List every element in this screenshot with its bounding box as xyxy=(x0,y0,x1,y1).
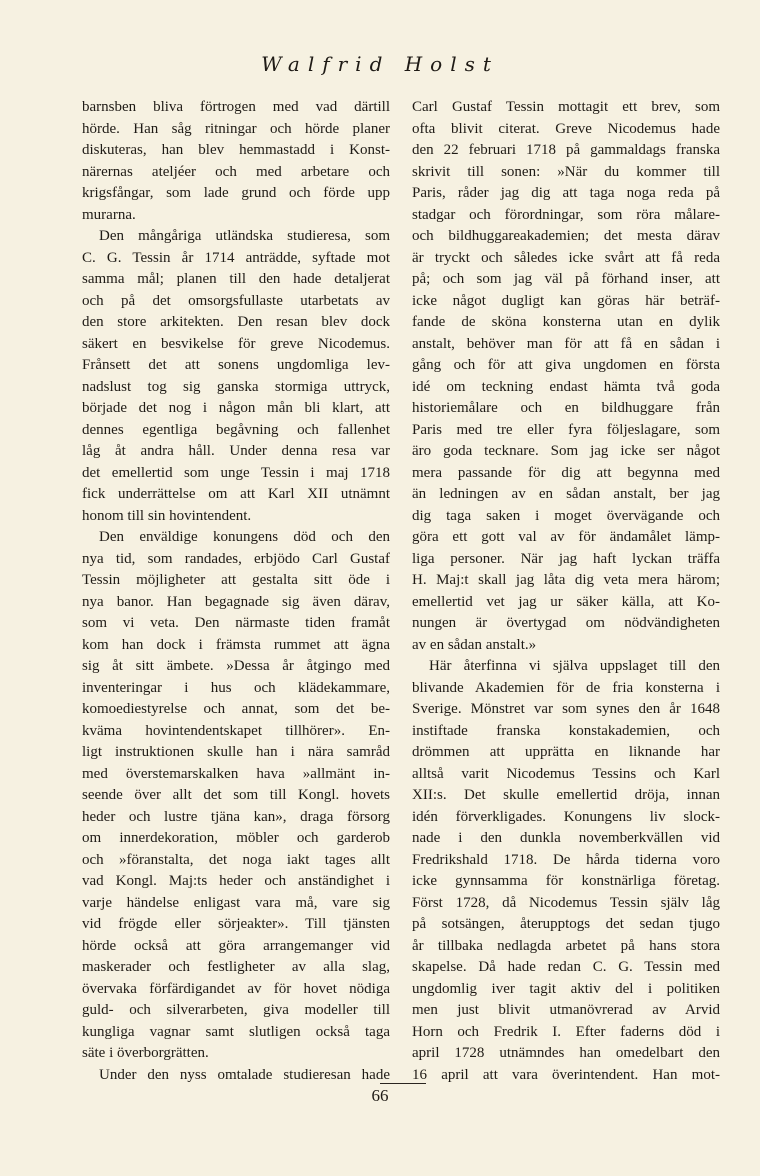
text-line: började det nog i någon mån bli klart, att xyxy=(82,400,390,416)
text-line: som vi veta. Den närmaste tiden framåt xyxy=(82,615,390,631)
text-line: kväma hovintendentskapet tillhörer». En- xyxy=(82,722,390,739)
text-line: och »föranstalta, det noga iakt tages allt xyxy=(82,851,390,868)
text-line: varje händelse enligast vara må, vare sig xyxy=(82,894,390,911)
text-line: kungliga vagnar samt slutligen också taga xyxy=(82,1023,390,1040)
text-line: komoediestyrelse och annat, som det be- xyxy=(82,701,390,717)
text-line: skrivit till sonen: »När du kommer till xyxy=(412,163,720,180)
text-line: drömmen att upprätta en liknande har xyxy=(412,744,720,760)
text-line: om innerdekoration, möbler och garderob xyxy=(82,830,390,846)
text-line: äro goda tecknare. Som jag icke ser något xyxy=(412,443,720,459)
text-line: murarna. xyxy=(82,206,136,223)
text-line: vad Kongl. Maj:ts heder och anständighet i xyxy=(82,873,390,889)
text-line: honom till sin hovintendent. xyxy=(82,507,252,524)
text-line: än ledningen av en sådan anstalt, ber jag xyxy=(412,486,720,502)
text-line: med överstemarskalken hava »allmänt in- xyxy=(82,765,390,782)
text-line: XII:s. Det skulle emellertid dröja, innan xyxy=(412,787,720,803)
text-line: den store arkitekten. Den resan blev dock xyxy=(82,314,390,330)
text-line: kom han dock i främsta rummet att ägna xyxy=(82,636,390,653)
text-line: inventeringar i hus och klädekammare, xyxy=(82,679,390,696)
text-line: idén förverkligades. Konungens liv slock- xyxy=(412,808,720,825)
text-line: vid frögde eller sörjeakter». Till tjänsten xyxy=(82,916,390,932)
text-line: nungen är övertygad om nödvändigheten xyxy=(412,615,720,631)
text-line: alltså varit Nicodemus Tessins och Karl xyxy=(412,765,720,782)
text-line: maskerader och festligheter av alla slag, xyxy=(82,959,390,975)
text-line: Först 1728, då Nicodemus Tessin själv låg xyxy=(412,894,720,911)
text-line: av en sådan anstalt.» xyxy=(412,636,537,653)
text-line: övervaka förfärdigandet av för hovet nödiga xyxy=(82,980,390,997)
text-line: men just blivit utmanövrerad av Arvid xyxy=(412,1002,720,1018)
text-line: Paris, råder jag dig att taga noga reda på xyxy=(412,185,720,201)
text-line: 16 april att vara överintendent. Han mot- xyxy=(412,1066,720,1083)
text-line: emellertid vet jag ur säker källa, att Ko- xyxy=(412,593,720,610)
text-line: ligt instruktionen skulle han i nära samråd xyxy=(82,744,390,760)
text-line: ungdomlig iver tagit aktiv del i politiken xyxy=(412,980,720,997)
text-line: säte i överborgrätten. xyxy=(82,1045,209,1061)
text-line: fande de sköna konsterna utan en dylik xyxy=(412,314,720,330)
text-line: icke något dugligt kan göras här beträf- xyxy=(412,292,720,309)
page-number: 66 xyxy=(371,1086,389,1105)
text-line: icke gynnsamma för konstnärliga företag. xyxy=(412,873,720,889)
text-line: dennes egentliga begåvning och fallenhet xyxy=(82,421,390,438)
text-line: låg åt andra håll. Under denna resa var xyxy=(82,443,390,459)
text-line: göra ett gott val av för ändamålet lämp- xyxy=(412,529,720,545)
text-line: på; och som jag väl på förhand inser, att xyxy=(412,271,720,287)
text-line: diskuteras, han blev hemmastadd i Konst- xyxy=(82,142,390,158)
text-line: krigsfångar, som lade grund och förde upp xyxy=(82,185,390,201)
text-line: mera passande för dig att begynna med xyxy=(412,464,720,481)
text-line: fick underrättelse om att Karl XII utnämnt xyxy=(82,486,390,502)
text-line: Carl Gustaf Tessin mottagit ett brev, som xyxy=(412,99,720,115)
text-line: nya banor. Han begagnade sig även därav, xyxy=(82,593,390,610)
text-line: C. G. Tessin år 1714 anträdde, syftade mot xyxy=(82,249,390,266)
text-line: Den mångåriga utländska studieresa, som xyxy=(99,228,390,244)
text-line: ofta blivit citerat. Greve Nicodemus hade xyxy=(412,120,720,137)
text-line: dig taga saken i moget övervägande och xyxy=(412,507,720,524)
text-line: barnsben bliva förtrogen med vad därtill xyxy=(82,99,390,115)
text-line: sig åt sitt ämbete. »Dessa år åtgingo med xyxy=(82,658,390,674)
text-line: Sverige. Mönstret var som synes den år 1648 xyxy=(412,701,720,717)
text-line: april 1728 utnämndes han omedelbart den xyxy=(412,1045,720,1061)
text-line: historiemålare och en bildhuggare från xyxy=(412,400,720,416)
text-line: anstalt, behöver man för att få en sådan i xyxy=(412,335,720,352)
text-line: seende över allt det som till Kongl. hovets xyxy=(82,787,390,803)
text-line: och bildhuggareakademien; det mesta därav xyxy=(412,228,720,244)
text-line: Paris med tre eller fyra följeslagare, som xyxy=(412,421,720,438)
text-line: stadgar och förordningar, som röra målare- xyxy=(412,206,720,223)
text-line: säkert en besvikelse för greve Nicodemus. xyxy=(82,335,390,352)
text-line: Horn och Fredrik I. Efter faderns död i xyxy=(412,1023,720,1040)
text-line: idé om teckning endast hämta två goda xyxy=(412,378,720,395)
running-header-author: Walfrid Holst xyxy=(261,52,499,76)
text-line: skapelse. Då hade redan C. G. Tessin med xyxy=(412,959,720,975)
text-line: instiftade franska konstakademien, och xyxy=(412,722,720,739)
page-number-rule xyxy=(380,1083,426,1084)
text-line: gång och för att giva ungdomen en första xyxy=(412,357,720,373)
text-line: den 22 februari 1718 på gammaldags franska xyxy=(412,142,720,158)
text-line: på sotsängen, återupptogs det sedan tjugo xyxy=(412,916,720,932)
text-line: liga personer. När jag haft lyckan träffa xyxy=(412,550,720,567)
text-line: närernas ateljéer och med arbetare och xyxy=(82,163,390,180)
text-line: Under den nyss omtalade studieresan hade xyxy=(99,1066,390,1083)
text-line: nade i den dunkla novemberkvällen vid xyxy=(412,830,720,846)
right-text-column xyxy=(412,97,720,1086)
text-line: och på det omsorgsfullaste utarbetats av xyxy=(82,292,390,309)
text-line: hörde också att göra arrangemanger vid xyxy=(82,937,390,954)
text-line: är tryckt och således icke svårt att få reda xyxy=(412,249,720,266)
text-line: år tillbaka nedlagda arbetet på hans stora xyxy=(412,937,720,954)
text-line: hörde. Han såg ritningar och hörde planer xyxy=(82,120,390,137)
text-line: Tessin möjligheter att gestalta sitt öde i xyxy=(82,572,390,588)
left-text-column xyxy=(82,97,390,1086)
text-line: blivande Akademien för de fria konsterna i xyxy=(412,679,720,696)
text-line: H. Maj:t skall jag låta dig veta mera härom; xyxy=(412,572,720,588)
text-line: nadslust tog sig ganska stormiga uttryck, xyxy=(82,378,390,395)
text-line: det emellertid som unge Tessin i maj 1718 xyxy=(82,464,390,481)
text-line: nya tid, som randades, erbjödo Carl Gustaf xyxy=(82,550,390,567)
text-line: samma mål; planen till den hade detaljerat xyxy=(82,271,390,287)
text-line: heder och lustre tjäna kan», draga försorg xyxy=(82,808,390,825)
text-line: Frånsett det att sonens ungdomliga lev- xyxy=(82,357,390,373)
text-line: Här återfinna vi själva uppslaget till den xyxy=(429,658,720,674)
text-line: guld- och silverarbeten, giva modeller till xyxy=(82,1002,390,1018)
text-line: Den enväldige konungens död och den xyxy=(99,529,390,545)
text-line: Fredrikshald 1718. De hårda tiderna voro xyxy=(412,851,720,868)
